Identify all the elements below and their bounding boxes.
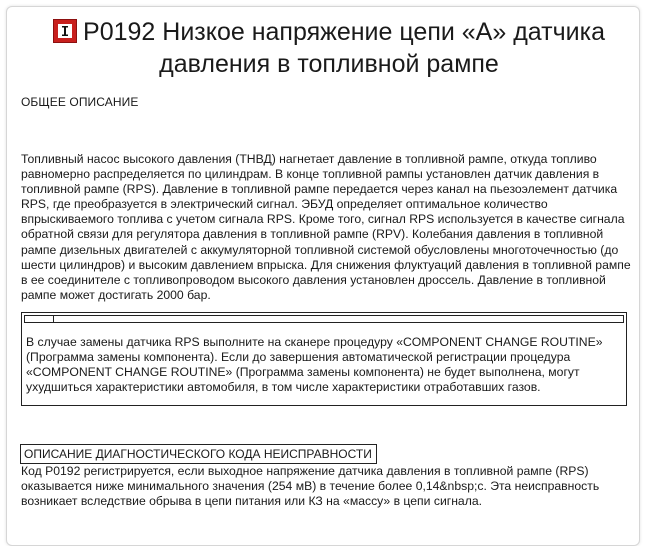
title-line-2: давления в топливной рампе [159, 50, 499, 78]
warning-icon [53, 19, 77, 43]
note-header-cell [24, 315, 54, 323]
note-text: В случае замены датчика RPS выполните на сканере процедуру «COMPONENT CHANGE ROUTINE» (Программа замены компонента). Если до завершения автоматической регистрации процедура «COMPONENT CHANGE ROUTINE» (Программа замены компонента) не будет выполнена, могут ухудшиться характеристики автомобиля, в том числе характеристики отработавших газов. [26, 335, 603, 395]
general-description-text: Топливный насос высокого давления (ТНВД) нагнетает давление в топливной рампе, откуда топливо равномерно распределяется по цилиндрам. В конце топливной рампы установлен датчик давления в топливной рампе (RPS). Давление в топливной рампе передается через канал на пьезоэлемент датчика RPS, где преобразуется в электрический сигнал. ЭБУД определяет оптимальное количество впрыскиваемого топлива с учетом сигнала RPS. Кроме того, сигнал RPS используется в качестве сигнала обратной связи для регулятора давления в топливной рампе (RPV). Колебания давления в топливной рампе дизельных двигателей с аккумуляторной топливной системой обусловлены многоточечностью (до шести цилиндров) и высоким давлением впрыска. Для снижения флуктуаций давления в топливной рампе в ее соединителе с топливопроводом высокого давления установлен дроссель. Давление в топливной рампе может достигать 2000 бар. [21, 152, 631, 302]
title-line-1: P0192 Низкое напряжение цепи «А» датчика [83, 18, 605, 46]
dtc-description-label: ОПИСАНИЕ ДИАГНОСТИЧЕСКОГО КОДА НЕИСПРАВНОСТИ [20, 444, 377, 464]
page-title [24, 16, 634, 80]
dtc-description-text: Код P0192 регистрируется, если выходное напряжение датчика давления в топливной рампе (RPS) оказывается ниже минимального значения (254 мВ) в течение более 0,14&nbsp;с. Эта неисправность возникает вследствие обрыва в цепи питания или КЗ на «массу» в цепи сигнала. [21, 464, 600, 509]
note-box [21, 312, 627, 406]
note-header-bar [24, 315, 624, 323]
general-description-label: ОБЩЕЕ ОПИСАНИЕ [21, 95, 139, 109]
